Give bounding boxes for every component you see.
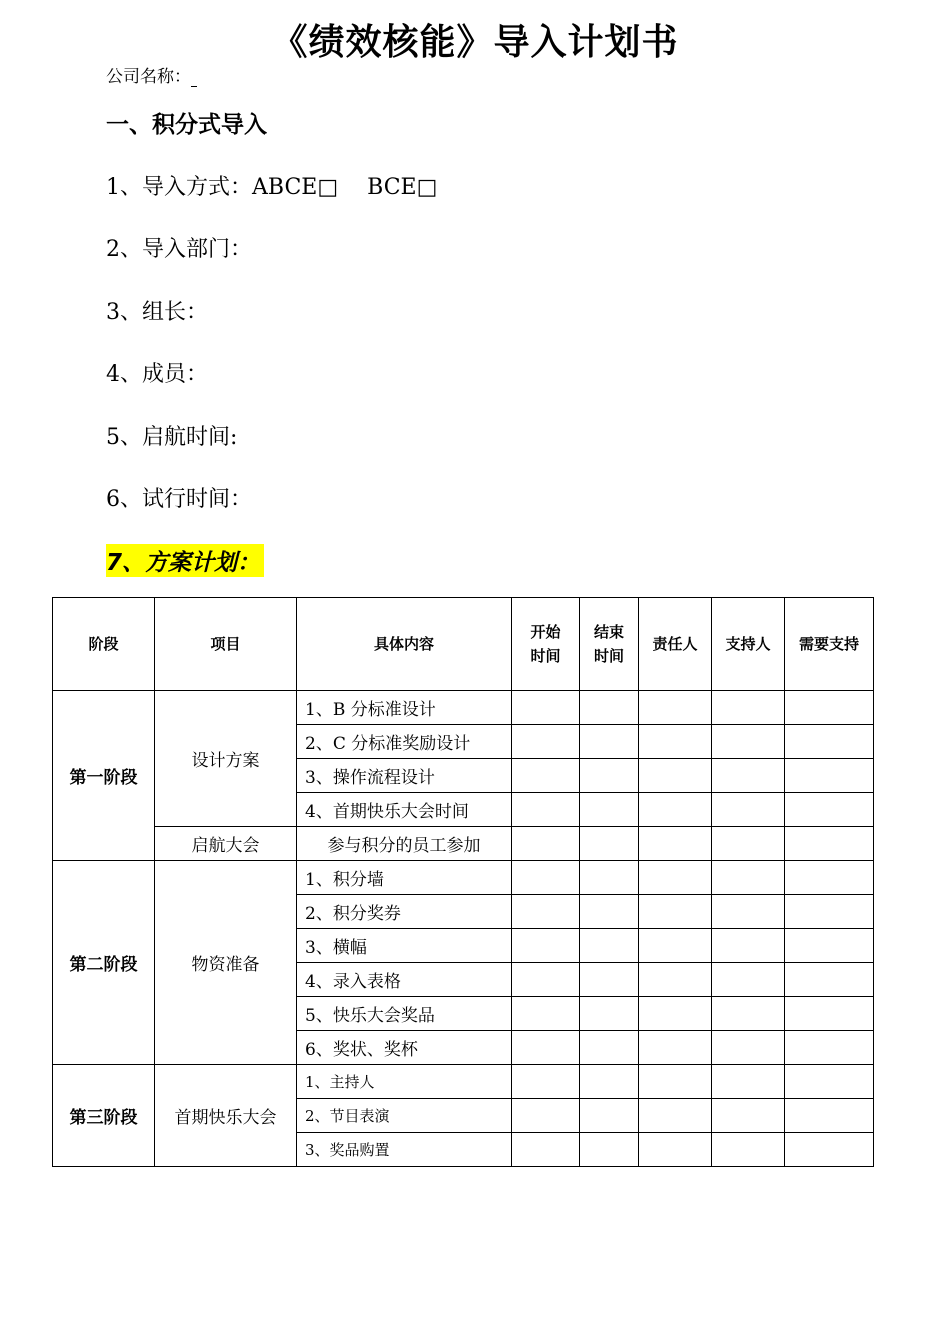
project-cell: 首期快乐大会	[155, 1065, 297, 1167]
supporter-cell[interactable]	[712, 895, 785, 929]
header-start-time	[512, 598, 580, 691]
start-time-cell[interactable]	[512, 861, 580, 895]
start-time-cell[interactable]	[512, 793, 580, 827]
content-cell: 1、积分墙	[297, 861, 512, 895]
owner-cell[interactable]	[639, 929, 712, 963]
owner-cell[interactable]	[639, 997, 712, 1031]
end-time-cell[interactable]	[580, 861, 639, 895]
needs-support-cell[interactable]	[785, 725, 874, 759]
content-cell: 2、C 分标准奖励设计	[297, 725, 512, 759]
content-cell: 4、录入表格	[297, 963, 512, 997]
needs-support-cell[interactable]	[785, 827, 874, 861]
needs-support-cell[interactable]	[785, 929, 874, 963]
start-time-cell[interactable]	[512, 725, 580, 759]
content-cell: 1、主持人	[297, 1065, 512, 1099]
document-title: 《绩效核能》导入计划书	[271, 22, 679, 63]
needs-support-cell[interactable]	[785, 997, 874, 1031]
header-stage: 阶段	[53, 598, 155, 691]
header-end-line2: 时间	[593, 647, 624, 665]
owner-cell[interactable]	[639, 963, 712, 997]
header-project: 项目	[155, 598, 297, 691]
supporter-cell[interactable]	[712, 1031, 785, 1065]
content-cell: 2、积分奖券	[297, 895, 512, 929]
supporter-cell[interactable]	[712, 997, 785, 1031]
owner-cell[interactable]	[639, 827, 712, 861]
header-needs-support: 需要支持	[785, 598, 874, 691]
stage-cell: 第一阶段	[53, 691, 155, 861]
company-name-field	[106, 62, 197, 87]
supporter-cell[interactable]	[712, 725, 785, 759]
stage-cell: 第三阶段	[53, 1065, 155, 1167]
start-time-cell[interactable]	[512, 759, 580, 793]
start-time-cell[interactable]	[512, 827, 580, 861]
end-time-cell[interactable]	[580, 1099, 639, 1133]
start-time-cell[interactable]	[512, 1099, 580, 1133]
owner-cell[interactable]	[639, 725, 712, 759]
project-cell: 设计方案	[155, 691, 297, 827]
item-import-department: 2、导入部门：	[106, 237, 252, 262]
header-owner: 责任人	[639, 598, 712, 691]
header-content: 具体内容	[297, 598, 512, 691]
start-time-cell[interactable]	[512, 1065, 580, 1099]
needs-support-cell[interactable]	[785, 1031, 874, 1065]
end-time-cell[interactable]	[580, 725, 639, 759]
content-cell: 参与积分的员工参加	[297, 827, 512, 861]
start-time-cell[interactable]	[512, 997, 580, 1031]
owner-cell[interactable]	[639, 1065, 712, 1099]
header-end-time	[580, 598, 639, 691]
plan-table	[52, 597, 874, 1167]
content-cell: 1、B 分标准设计	[297, 691, 512, 725]
end-time-cell[interactable]	[580, 827, 639, 861]
supporter-cell[interactable]	[712, 861, 785, 895]
needs-support-cell[interactable]	[785, 793, 874, 827]
needs-support-cell[interactable]	[785, 691, 874, 725]
owner-cell[interactable]	[639, 759, 712, 793]
supporter-cell[interactable]	[712, 1099, 785, 1133]
header-end-line1: 结束	[593, 623, 624, 641]
project-cell: 物资准备	[155, 861, 297, 1065]
end-time-cell[interactable]	[580, 1065, 639, 1099]
supporter-cell[interactable]	[712, 1133, 785, 1167]
supporter-cell[interactable]	[712, 929, 785, 963]
owner-cell[interactable]	[639, 1031, 712, 1065]
start-time-cell[interactable]	[512, 895, 580, 929]
content-cell: 3、操作流程设计	[297, 759, 512, 793]
company-name-label: 公司名称：	[106, 67, 191, 87]
end-time-cell[interactable]	[580, 759, 639, 793]
end-time-cell[interactable]	[580, 895, 639, 929]
content-cell: 2、节目表演	[297, 1099, 512, 1133]
header-start-line1: 开始	[530, 623, 561, 641]
supporter-cell[interactable]	[712, 793, 785, 827]
content-cell: 3、奖品购置	[297, 1133, 512, 1167]
end-time-cell[interactable]	[580, 793, 639, 827]
needs-support-cell[interactable]	[785, 1133, 874, 1167]
end-time-cell[interactable]	[580, 929, 639, 963]
start-time-cell[interactable]	[512, 691, 580, 725]
supporter-cell[interactable]	[712, 691, 785, 725]
supporter-cell[interactable]	[712, 1065, 785, 1099]
owner-cell[interactable]	[639, 1099, 712, 1133]
header-start-line2: 时间	[530, 647, 561, 665]
end-time-cell[interactable]	[580, 691, 639, 725]
start-time-cell[interactable]	[512, 1133, 580, 1167]
owner-cell[interactable]	[639, 691, 712, 725]
end-time-cell[interactable]	[580, 1031, 639, 1065]
owner-cell[interactable]	[639, 1133, 712, 1167]
end-time-cell[interactable]	[580, 1133, 639, 1167]
content-cell: 6、奖状、奖杯	[297, 1031, 512, 1065]
needs-support-cell[interactable]	[785, 861, 874, 895]
company-name-blank[interactable]	[191, 72, 197, 87]
content-cell: 3、横幅	[297, 929, 512, 963]
content-cell: 5、快乐大会奖品	[297, 997, 512, 1031]
end-time-cell[interactable]	[580, 997, 639, 1031]
item-launch-time: 5、启航时间:	[106, 425, 238, 450]
table-row	[53, 691, 874, 725]
needs-support-cell[interactable]	[785, 1065, 874, 1099]
plan-heading: 7、方案计划：	[106, 544, 264, 577]
needs-support-cell[interactable]	[785, 963, 874, 997]
stage-cell: 第二阶段	[53, 861, 155, 1065]
end-time-cell[interactable]	[580, 963, 639, 997]
table-row	[53, 861, 874, 895]
owner-cell[interactable]	[639, 861, 712, 895]
content-cell: 4、首期快乐大会时间	[297, 793, 512, 827]
supporter-cell[interactable]	[712, 963, 785, 997]
needs-support-cell[interactable]	[785, 895, 874, 929]
project-cell: 启航大会	[155, 827, 297, 861]
start-time-cell[interactable]	[512, 929, 580, 963]
supporter-cell[interactable]	[712, 827, 785, 861]
section-heading: 一、积分式导入	[106, 112, 267, 138]
table-row	[53, 827, 874, 861]
item-team-leader: 3、组长：	[106, 300, 208, 325]
needs-support-cell[interactable]	[785, 1099, 874, 1133]
owner-cell[interactable]	[639, 793, 712, 827]
start-time-cell[interactable]	[512, 1031, 580, 1065]
owner-cell[interactable]	[639, 895, 712, 929]
table-header-row	[53, 598, 874, 691]
needs-support-cell[interactable]	[785, 759, 874, 793]
item-members: 4、成员：	[106, 362, 208, 387]
supporter-cell[interactable]	[712, 759, 785, 793]
item-import-method: 1、导入方式：ABCE□ BCE□	[106, 175, 438, 200]
item-trial-time: 6、试行时间：	[106, 487, 252, 512]
table-row	[53, 1065, 874, 1099]
start-time-cell[interactable]	[512, 963, 580, 997]
header-supporter: 支持人	[712, 598, 785, 691]
